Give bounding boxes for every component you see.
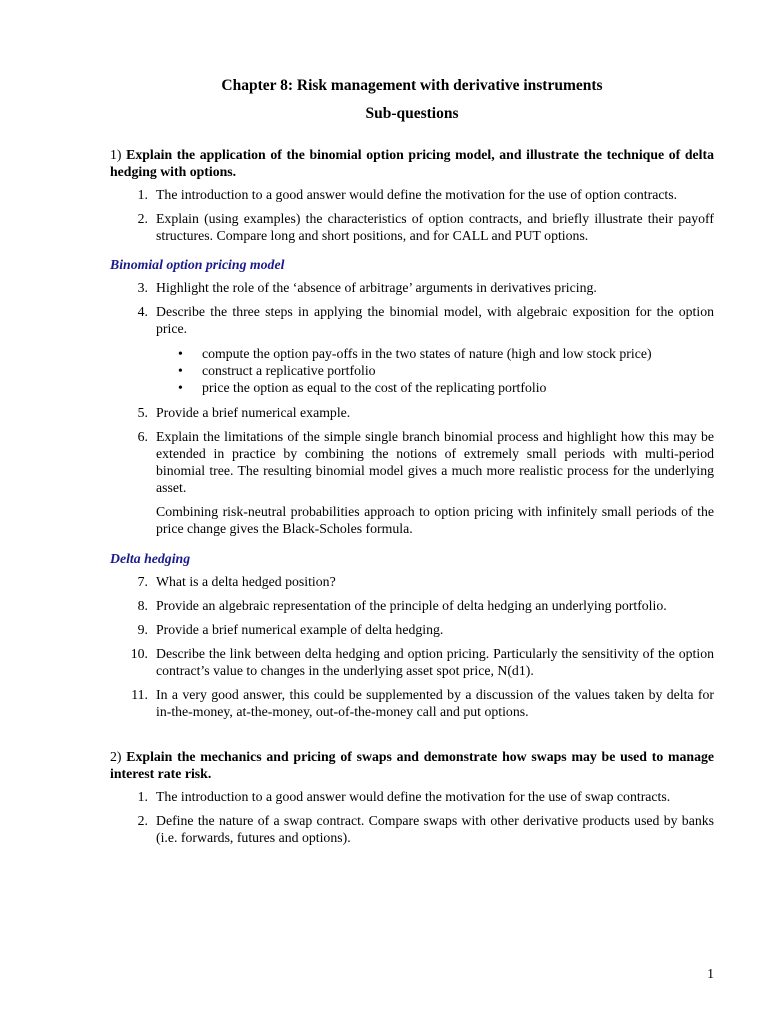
question-2-items [110, 788, 714, 846]
bullet-text: price the option as equal to the cost of the replicating portfolio [202, 380, 547, 395]
list-item [110, 573, 714, 590]
list-item [110, 812, 714, 846]
item-number: 2. [137, 211, 148, 226]
question-1 [110, 146, 714, 180]
item-text: What is a delta hedged position? [156, 574, 336, 589]
list-item [110, 279, 714, 296]
list-item [110, 404, 714, 421]
item-text: The introduction to a good answer would define the motivation for the use of option contracts. [156, 187, 678, 202]
list-item [110, 186, 714, 203]
list-item [110, 621, 714, 638]
list-item [110, 645, 714, 679]
question-2 [110, 748, 714, 782]
bullet-item [110, 345, 714, 362]
item-text: The introduction to a good answer would define the motivation for the use of swap contracts. [156, 789, 671, 804]
item-number: 10. [130, 646, 148, 661]
item-number: 3. [137, 280, 148, 295]
item-number: 2. [137, 813, 148, 828]
item-number: 4. [137, 304, 148, 319]
item-text: Describe the link between delta hedging and option pricing. Particularly the sensitivity of the option contract’s value to changes in the underlying asset spot price, N(d1). [156, 646, 714, 678]
item-text: Describe the three steps in applying the binomial model, with algebraic exposition for the option price. [156, 304, 714, 336]
list-item [110, 210, 714, 244]
question-1-items-c [110, 404, 714, 496]
item-number: 1. [137, 789, 148, 804]
sub-questions-title: Sub-questions [365, 105, 459, 122]
item-text: Define the nature of a swap contract. Compare swaps with other derivative products used by banks (i.e. forwards, futures and options). [156, 813, 714, 845]
question-1-items-a [110, 186, 714, 244]
question-1-number: 1) [110, 147, 122, 162]
question-1-items-d [110, 573, 714, 720]
list-item [110, 788, 714, 805]
list-item [110, 428, 714, 496]
item-text: Explain the limitations of the simple single branch binomial process and highlight how this may be extended in practice by combining the notions of extremely small periods with multi-period binomial tree. The resulting binomial model gives a much more realistic process for the underlying asset. [156, 429, 714, 495]
question-1-items-b [110, 279, 714, 337]
bullet-text: construct a replicative portfolio [202, 363, 376, 378]
bullet-icon: • [178, 346, 183, 361]
item-number: 9. [137, 622, 148, 637]
binomial-steps-list [110, 345, 714, 396]
item-number: 7. [137, 574, 148, 589]
page-number: 1 [707, 966, 714, 981]
chapter-title: Chapter 8: Risk management with derivative instruments [221, 77, 603, 94]
item-number: 8. [137, 598, 148, 613]
item-text: Highlight the role of the ‘absence of arbitrage’ arguments in derivatives pricing. [156, 280, 597, 295]
item-text: In a very good answer, this could be supplemented by a discussion of the values taken by delta for in-the-money, at-the-money, out-of-the-money call and put options. [156, 687, 714, 719]
item-text: Provide a brief numerical example. [156, 405, 351, 420]
question-2-text: Explain the mechanics and pricing of swaps and demonstrate how swaps may be used to manage interest rate risk. [110, 749, 714, 781]
bullet-item [110, 379, 714, 396]
question-2-number: 2) [110, 749, 122, 764]
list-item [110, 686, 714, 720]
list-item [110, 303, 714, 337]
item-text: Provide a brief numerical example of delta hedging. [156, 622, 444, 637]
delta-hedging-heading: Delta hedging [110, 551, 191, 566]
document-page [110, 76, 714, 853]
list-item [110, 597, 714, 614]
bullet-icon: • [178, 363, 183, 378]
item-number: 1. [137, 187, 148, 202]
bullet-item [110, 362, 714, 379]
black-scholes-paragraph: Combining risk-neutral probabilities approach to option pricing with infinitely small periods of the price change gives the Black-Scholes formula. [156, 504, 714, 536]
item-text: Provide an algebraic representation of the principle of delta hedging an underlying portfolio. [156, 598, 667, 613]
item-text: Explain (using examples) the characteristics of option contracts, and briefly illustrate their payoff structures. Compare long and short positions, and for CALL and PUT options. [156, 211, 714, 243]
bullet-icon: • [178, 380, 183, 395]
question-1-text: Explain the application of the binomial option pricing model, and illustrate the technique of delta hedging with options. [110, 147, 714, 179]
binomial-heading: Binomial option pricing model [110, 257, 285, 272]
item-number: 5. [137, 405, 148, 420]
bullet-text: compute the option pay-offs in the two states of nature (high and low stock price) [202, 346, 652, 361]
item-number: 6. [137, 429, 148, 444]
item-number: 11. [131, 687, 148, 702]
